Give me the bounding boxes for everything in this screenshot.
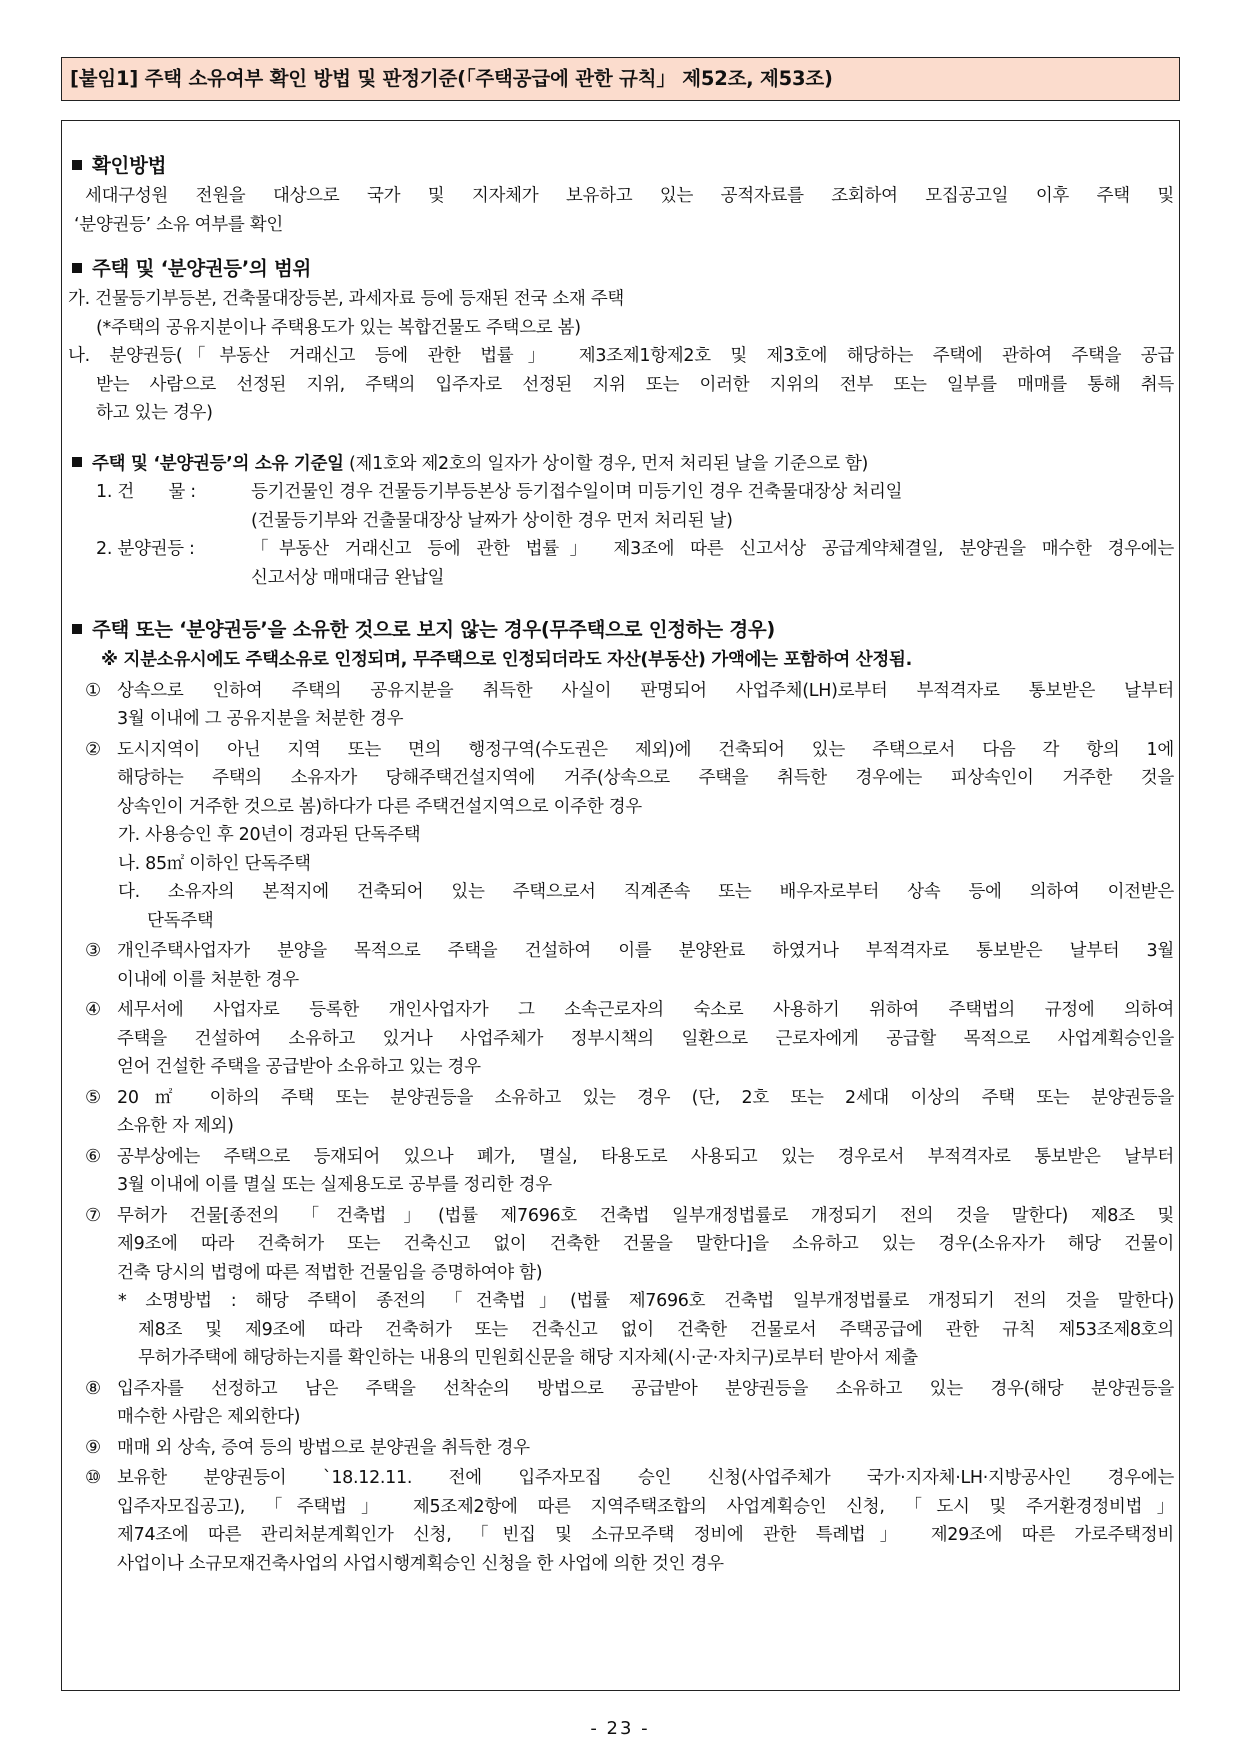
section-heading-check-method: 확인방법 — [68, 150, 1174, 182]
list-item: ② 도시지역이 아닌 지역 또는 면의 행정구역(수도권은 제외)에 건축되어 있는 주택으로서 다음 각 항의 1에 해당하는 주택의 소유자가 당해주택건설지역에 거주(상속으로 주택을 취득한 경우에는 피상속인이 거주한 것을 상속인이 거주한 것으로 봄)하다가 다른 주택건설지역으로 이주한 경우 가. 사용승인 후 20년이 경과된 단독주택 나. 85㎡ 이하인 단독주택 다. 소유자의 본적지에 건축되어 있는 주택으로서 직계존속 또는 배우자로부터 상속 등에 의하여 이전받은 단독주택 — [68, 736, 1174, 936]
paragraph-line: 세대구성원 전원을 대상으로 국가 및 지자체가 보유하고 있는 공적자료를 조회하여 모집공고일 이후 주택 및 — [85, 186, 1174, 206]
list-item: ③ 개인주택사업자가 분양을 목적으로 주택을 건설하여 이를 분양완료 하였거나 부적격자로 통보받은 날부터 3월 이내에 이를 처분한 경우 — [85, 940, 1174, 990]
proof-method-note: * 소명방법 : 해당 주택이 종전의 「건축법」(법률 제7696호 건축법 일부개정법률로 개정되기 전의 것을 말한다) — [118, 1291, 1174, 1311]
list-item: ① 상속으로 인하여 주택의 공유지분을 취득한 사실이 판명되어 사업주체(LH)로부터 부적격자로 통보받은 날부터 3월 이내에 그 공유지분을 처분한 경우 — [85, 679, 1174, 729]
list-item: ⑨ 매매 외 상속, 증여 등의 방법으로 분양권을 취득한 경우 — [85, 1436, 530, 1458]
definition-item-building: 1. 건 물 : 등기건물인 경우 건물등기부등본상 등기접수일이며 미등기인 경우 건축물대장상 처리일 (건물등기부와 건출물대장상 날짜가 상이한 경우 먼저 처리된 날) — [96, 482, 903, 531]
square-bullet-icon — [72, 457, 82, 467]
square-bullet-icon — [72, 263, 82, 273]
sub-item: 나. 85㎡ 이하인 단독주택 — [118, 853, 311, 874]
list-item: ⑦ 무허가 건물[종전의 「건축법」(법률 제7696호 건축법 일부개정법률로 개정되기 전의 것을 말한다) 제8조 및 제9조에 따라 건축허가 또는 건축신고 없이 건축한 건물을 말한다]을 소유하고 있는 경우(소유자가 해당 건물이 건축 당시의 법령에 따른 적법한 건물임을 증명하여야 함) — [85, 1204, 1174, 1283]
page-number: - 23 - — [590, 1718, 650, 1739]
proof-method-note: 제8조 및 제9조에 따라 건축허가 또는 건축신고 없이 건축한 건물로서 주택공급에 관한 규칙 제53조제8호의 — [138, 1319, 1174, 1340]
sub-item-cont: 단독주택 — [147, 910, 214, 931]
list-note: (*주택의 공유지분이나 주택용도가 있는 복합건물도 주택으로 봄) — [96, 317, 581, 338]
list-item: ⑧ 입주자를 선정하고 남은 주택을 선착순의 방법으로 공급받아 분양권등을 소유하고 있는 경우(해당 분양권등을 매수한 사람은 제외한다) — [85, 1377, 1174, 1427]
square-bullet-icon — [72, 624, 82, 634]
sub-item: 다. 소유자의 본적지에 건축되어 있는 주택으로서 직계존속 또는 배우자로부터 상속 등에 의하여 이전받은 — [118, 882, 1174, 902]
section-heading-non-ownership: 주택 또는 ‘분양권등’을 소유한 것으로 보지 않는 경우(무주택으로 인정하는 경우) — [68, 614, 1174, 646]
proof-method-note: 무허가주택에 해당하는지를 확인하는 내용의 민원회신문을 해당 지자체(시·군·자치구)로부터 받아서 제출 — [138, 1348, 918, 1368]
list-item: ⑥ 공부상에는 주택으로 등재되어 있으나 폐가, 멸실, 타용도로 사용되고 있는 경우로서 부적격자로 통보받은 날부터 3월 이내에 이를 멸실 또는 실제용도로 공부를 정리한 경우 — [85, 1145, 1174, 1195]
page-title: [붙임1] 주택 소유여부 확인 방법 및 판정기준(「주택공급에 관한 규칙」 제52조, 제53조) — [61, 57, 1180, 101]
list-item: 나. 분양권등(「부동산 거래신고 등에 관한 법률」 제3조제1항제2호 및 제3호에 해당하는 주택에 관하여 주택을 공급 — [68, 346, 1174, 366]
list-item: ⑩ 보유한 분양권등이 `18.12.11. 전에 입주자모집 승인 신청(사업주체가 국가·지자체·LH·지방공사인 경우에는 입주자모집공고), 「주택법」 제5조제2항에 따른 지역주택조합의 사업계획승인 신청, 「도시 및 주거환경정비법」 제74조에 따른 관리처분계획인가 신청, 「빈집 및 소규모주택 정비에 관한 특례법」 제29조에 따른 가로주택정비 사업이나 소규모재건축사업의 사업시행계획승인 신청을 한 사업에 의한 것인 경우 — [85, 1467, 1174, 1574]
list-item: ⑤ 20㎡ 이하의 주택 또는 분양권등을 소유하고 있는 경우 (단, 2호 또는 2세대 이상의 주택 또는 분양권등을 소유한 자 제외) — [85, 1086, 1174, 1136]
paragraph-line: ‘분양권등’ 소유 여부를 확인 — [74, 214, 283, 235]
list-item: 가. 건물등기부등본, 건축물대장등본, 과세자료 등에 등재된 전국 소재 주택 — [68, 289, 625, 309]
section-heading-scope: 주택 및 ‘분양권등’의 범위 — [68, 253, 1174, 285]
square-bullet-icon — [72, 160, 82, 170]
document-body — [68, 150, 1174, 1578]
list-item: ④ 세무서에 사업자로 등록한 개인사업자가 그 소속근로자의 숙소로 사용하기 위하여 주택법의 규정에 의하여 주택을 건설하여 소유하고 있거나 사업주체가 정부시책의 일환으로 근로자에게 공급할 목적으로 사업계획승인을 얻어 건설한 주택을 공급받아 소유하고 있는 경우 — [85, 999, 1174, 1077]
list-item-cont: 하고 있는 경우) — [96, 403, 213, 423]
list-item-cont: 받는 사람으로 선정된 지위, 주택의 입주자로 선정된 지위 또는 이러한 지위의 전부 또는 일부를 매매를 통해 취득 — [96, 374, 1174, 395]
notice-note: ※ 지분소유시에도 주택소유로 인정되며, 무주택으로 인정되더라도 자산(부동산) 가액에는 포함하여 산정됨. — [101, 650, 912, 670]
sub-item: 가. 사용승인 후 20년이 경과된 단독주택 — [118, 825, 421, 845]
definition-item-presale-rights: 2. 분양권등 : 「부동산 거래신고 등에 관한 법률」 제3조에 따른 신고서상 공급계약체결일, 분양권을 매수한 경우에는 신고서상 매매대금 완납일 — [96, 539, 1174, 588]
section-heading-ownership-date: 주택 및 ‘분양권등’의 소유 기준일 (제1호와 제2호의 일자가 상이할 경우, 먼저 처리된 날을 기준으로 함) — [68, 450, 1174, 479]
